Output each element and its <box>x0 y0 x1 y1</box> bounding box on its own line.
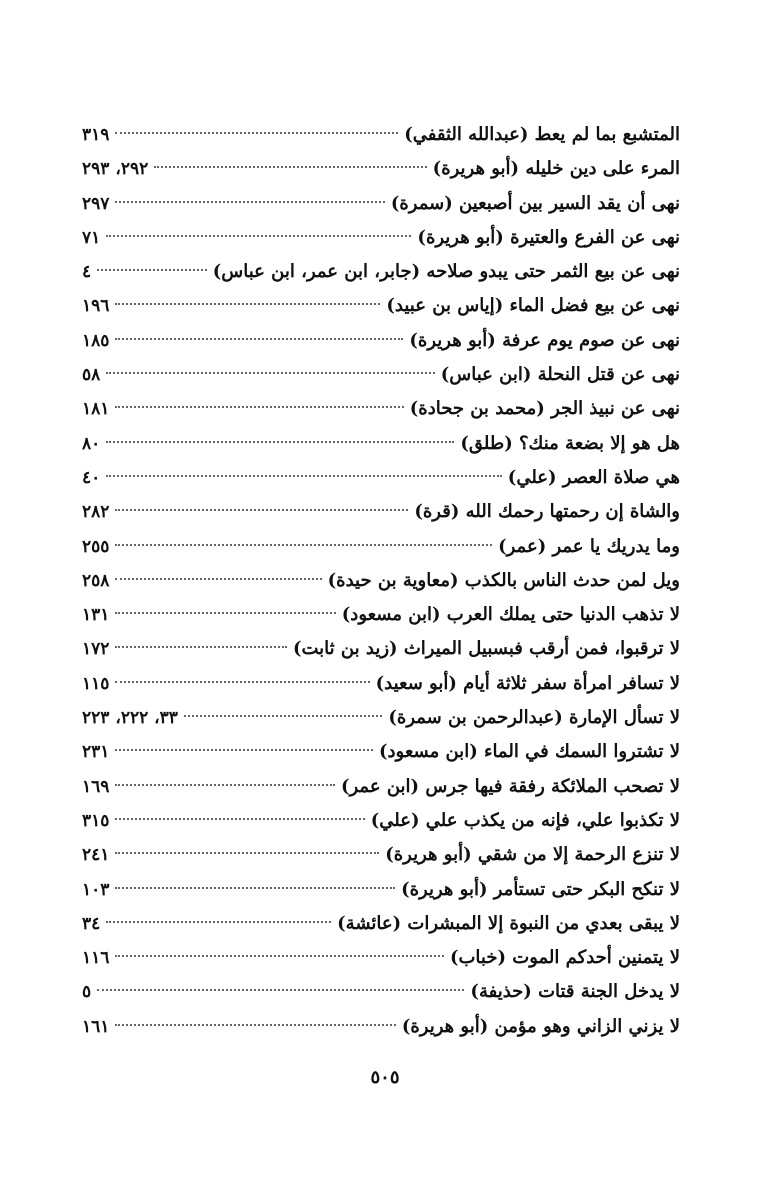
entry-text: ويل لمن حدث الناس بالكذب (معاوية بن حيدة) <box>327 569 680 591</box>
hadith-index-list <box>82 118 680 1044</box>
entry-text: لا يبقى بعدي من النبوة إلا المبشرات (عائشة) <box>337 912 680 934</box>
entry-text: لا تكذبوا علي، فإنه من يكذب علي (علي) <box>370 809 680 831</box>
dot-leader <box>106 474 502 477</box>
entry-text: لا تسأل الإمارة (عبدالرحمن بن سمرة) <box>388 707 680 729</box>
dot-leader <box>97 268 207 271</box>
dot-leader <box>115 783 335 786</box>
entry-text: نهى عن صوم يوم عرفة (أبو هريرة) <box>409 329 680 351</box>
entry-pages: ٢٩٢، ٢٩٣ <box>82 159 149 180</box>
index-entry <box>82 873 680 907</box>
dot-leader <box>115 577 321 580</box>
dot-leader <box>115 508 408 511</box>
entry-pages: ١٨١ <box>82 399 110 420</box>
entry-text: وما يدريك يا عمر (عمر) <box>498 535 680 557</box>
dot-leader <box>106 920 331 923</box>
entry-text: لا يتمنين أحدكم الموت (خباب) <box>449 947 680 969</box>
index-entry <box>82 1010 680 1044</box>
entry-pages: ٨٠ <box>82 433 101 454</box>
index-entry <box>82 152 680 186</box>
dot-leader <box>115 954 444 957</box>
entry-text: نهى عن بيع فضل الماء (إياس بن عبيد) <box>386 295 680 317</box>
index-entry <box>82 735 680 769</box>
index-entry <box>82 907 680 941</box>
dot-leader <box>97 988 464 991</box>
entry-text: لا تشتروا السمك في الماء (ابن مسعود) <box>379 741 680 763</box>
index-entry <box>82 495 680 529</box>
entry-pages: ٥٨ <box>82 365 101 386</box>
index-entry <box>82 392 680 426</box>
entry-pages: ١٠٣ <box>82 879 110 900</box>
entry-text: لا تسافر امرأة سفر ثلاثة أيام (أبو سعيد) <box>375 672 680 694</box>
index-entry <box>82 187 680 221</box>
index-entry <box>82 530 680 564</box>
index-entry <box>82 427 680 461</box>
dot-leader <box>115 1023 395 1026</box>
entry-text: لا ترقبوا، فمن أرقب فبسبيل الميراث (زيد بن ثابت) <box>292 638 680 660</box>
dot-leader <box>115 543 492 546</box>
index-entry <box>82 770 680 804</box>
index-entry <box>82 598 680 632</box>
entry-text: لا تنكح البكر حتى تستأمر (أبو هريرة) <box>401 878 680 900</box>
index-entry <box>82 975 680 1009</box>
entry-pages: ٧١ <box>82 227 101 248</box>
entry-pages: ٣٤ <box>82 913 101 934</box>
dot-leader <box>115 748 373 751</box>
entry-pages: ٢٥٨ <box>82 570 110 591</box>
entry-text: المتشبع بما لم يعط (عبدالله الثقفي) <box>404 124 680 145</box>
entry-text: لا يزني الزاني وهو مؤمن (أبو هريرة) <box>401 1015 680 1037</box>
entry-text: والشاة إن رحمتها رحمك الله (قرة) <box>414 501 680 523</box>
dot-leader <box>115 302 380 305</box>
entry-pages: ١٧٢ <box>82 639 110 660</box>
index-entry <box>82 358 680 392</box>
dot-leader <box>115 200 384 203</box>
entry-pages: ٤ <box>82 262 92 283</box>
entry-pages: ٢٨٢ <box>82 502 110 523</box>
dot-leader <box>154 165 426 168</box>
index-entry <box>82 255 680 289</box>
dot-leader <box>106 440 454 443</box>
index-entry <box>82 289 680 323</box>
dot-leader <box>115 337 403 340</box>
index-entry <box>82 324 680 358</box>
index-entry <box>82 941 680 975</box>
entry-pages: ٤٠ <box>82 467 101 488</box>
entry-pages: ٢٣١ <box>82 742 110 763</box>
entry-text: لا تذهب الدنيا حتى يملك العرب (ابن مسعود) <box>341 604 680 626</box>
entry-text: لا يدخل الجنة قتات (حذيفة) <box>470 981 680 1003</box>
dot-leader <box>115 851 379 854</box>
dot-leader <box>115 611 335 614</box>
entry-text: لا تنزع الرحمة إلا من شقي (أبو هريرة) <box>385 844 680 866</box>
index-entry <box>82 804 680 838</box>
entry-pages: ١١٦ <box>82 948 110 969</box>
dot-leader <box>115 131 398 134</box>
dot-leader <box>115 817 364 820</box>
entry-text: لا تصحب الملائكة رفقة فيها جرس (ابن عمر) <box>340 775 680 797</box>
entry-pages: ١٩٦ <box>82 296 110 317</box>
dot-leader <box>115 886 395 889</box>
index-entry <box>82 838 680 872</box>
entry-pages: ٣١٥ <box>82 810 110 831</box>
entry-text: هل هو إلا بضعة منك؟ (طلق) <box>460 432 680 454</box>
entry-pages: ١٦١ <box>82 1016 110 1037</box>
dot-leader <box>115 680 369 683</box>
entry-text: نهى عن بيع الثمر حتى يبدو صلاحه (جابر، ابن عمر، ابن عباس) <box>212 261 680 283</box>
index-entry <box>82 221 680 255</box>
entry-pages: ٢٥٥ <box>82 536 110 557</box>
index-entry <box>82 461 680 495</box>
dot-leader <box>115 405 403 408</box>
dot-leader <box>106 234 411 237</box>
entry-pages: ١١٥ <box>82 673 110 694</box>
entry-text: نهى عن الفرع والعتيرة (أبو هريرة) <box>417 226 680 248</box>
entry-text: نهى عن نبيذ الجر (محمد بن جحادة) <box>409 398 680 420</box>
entry-pages: ٣١٩ <box>82 125 110 145</box>
index-entry <box>82 564 680 598</box>
entry-text: المرء على دين خليله (أبو هريرة) <box>432 158 680 180</box>
dot-leader <box>106 371 434 374</box>
entry-text: نهى عن قتل النحلة (ابن عباس) <box>440 364 680 386</box>
index-entry <box>82 701 680 735</box>
entry-pages: ٢٤١ <box>82 845 110 866</box>
entry-pages: ٥ <box>82 982 92 1003</box>
entry-pages: ١٣١ <box>82 605 110 626</box>
entry-pages: ١٨٥ <box>82 330 110 351</box>
dot-leader <box>184 714 382 717</box>
entry-pages: ٢٩٧ <box>82 193 110 214</box>
index-entry <box>82 632 680 666</box>
entry-pages: ٣٣، ٢٢٢، ٢٢٣ <box>82 708 178 729</box>
entry-text: هي صلاة العصر (علي) <box>507 466 680 488</box>
dot-leader <box>115 645 287 648</box>
page-number: ٥٠٥ <box>370 1067 400 1088</box>
entry-pages: ١٦٩ <box>82 776 110 797</box>
index-entry <box>82 118 680 152</box>
entry-text: نهى أن يقد السير بين أصبعين (سمرة) <box>390 192 680 214</box>
index-entry <box>82 667 680 701</box>
